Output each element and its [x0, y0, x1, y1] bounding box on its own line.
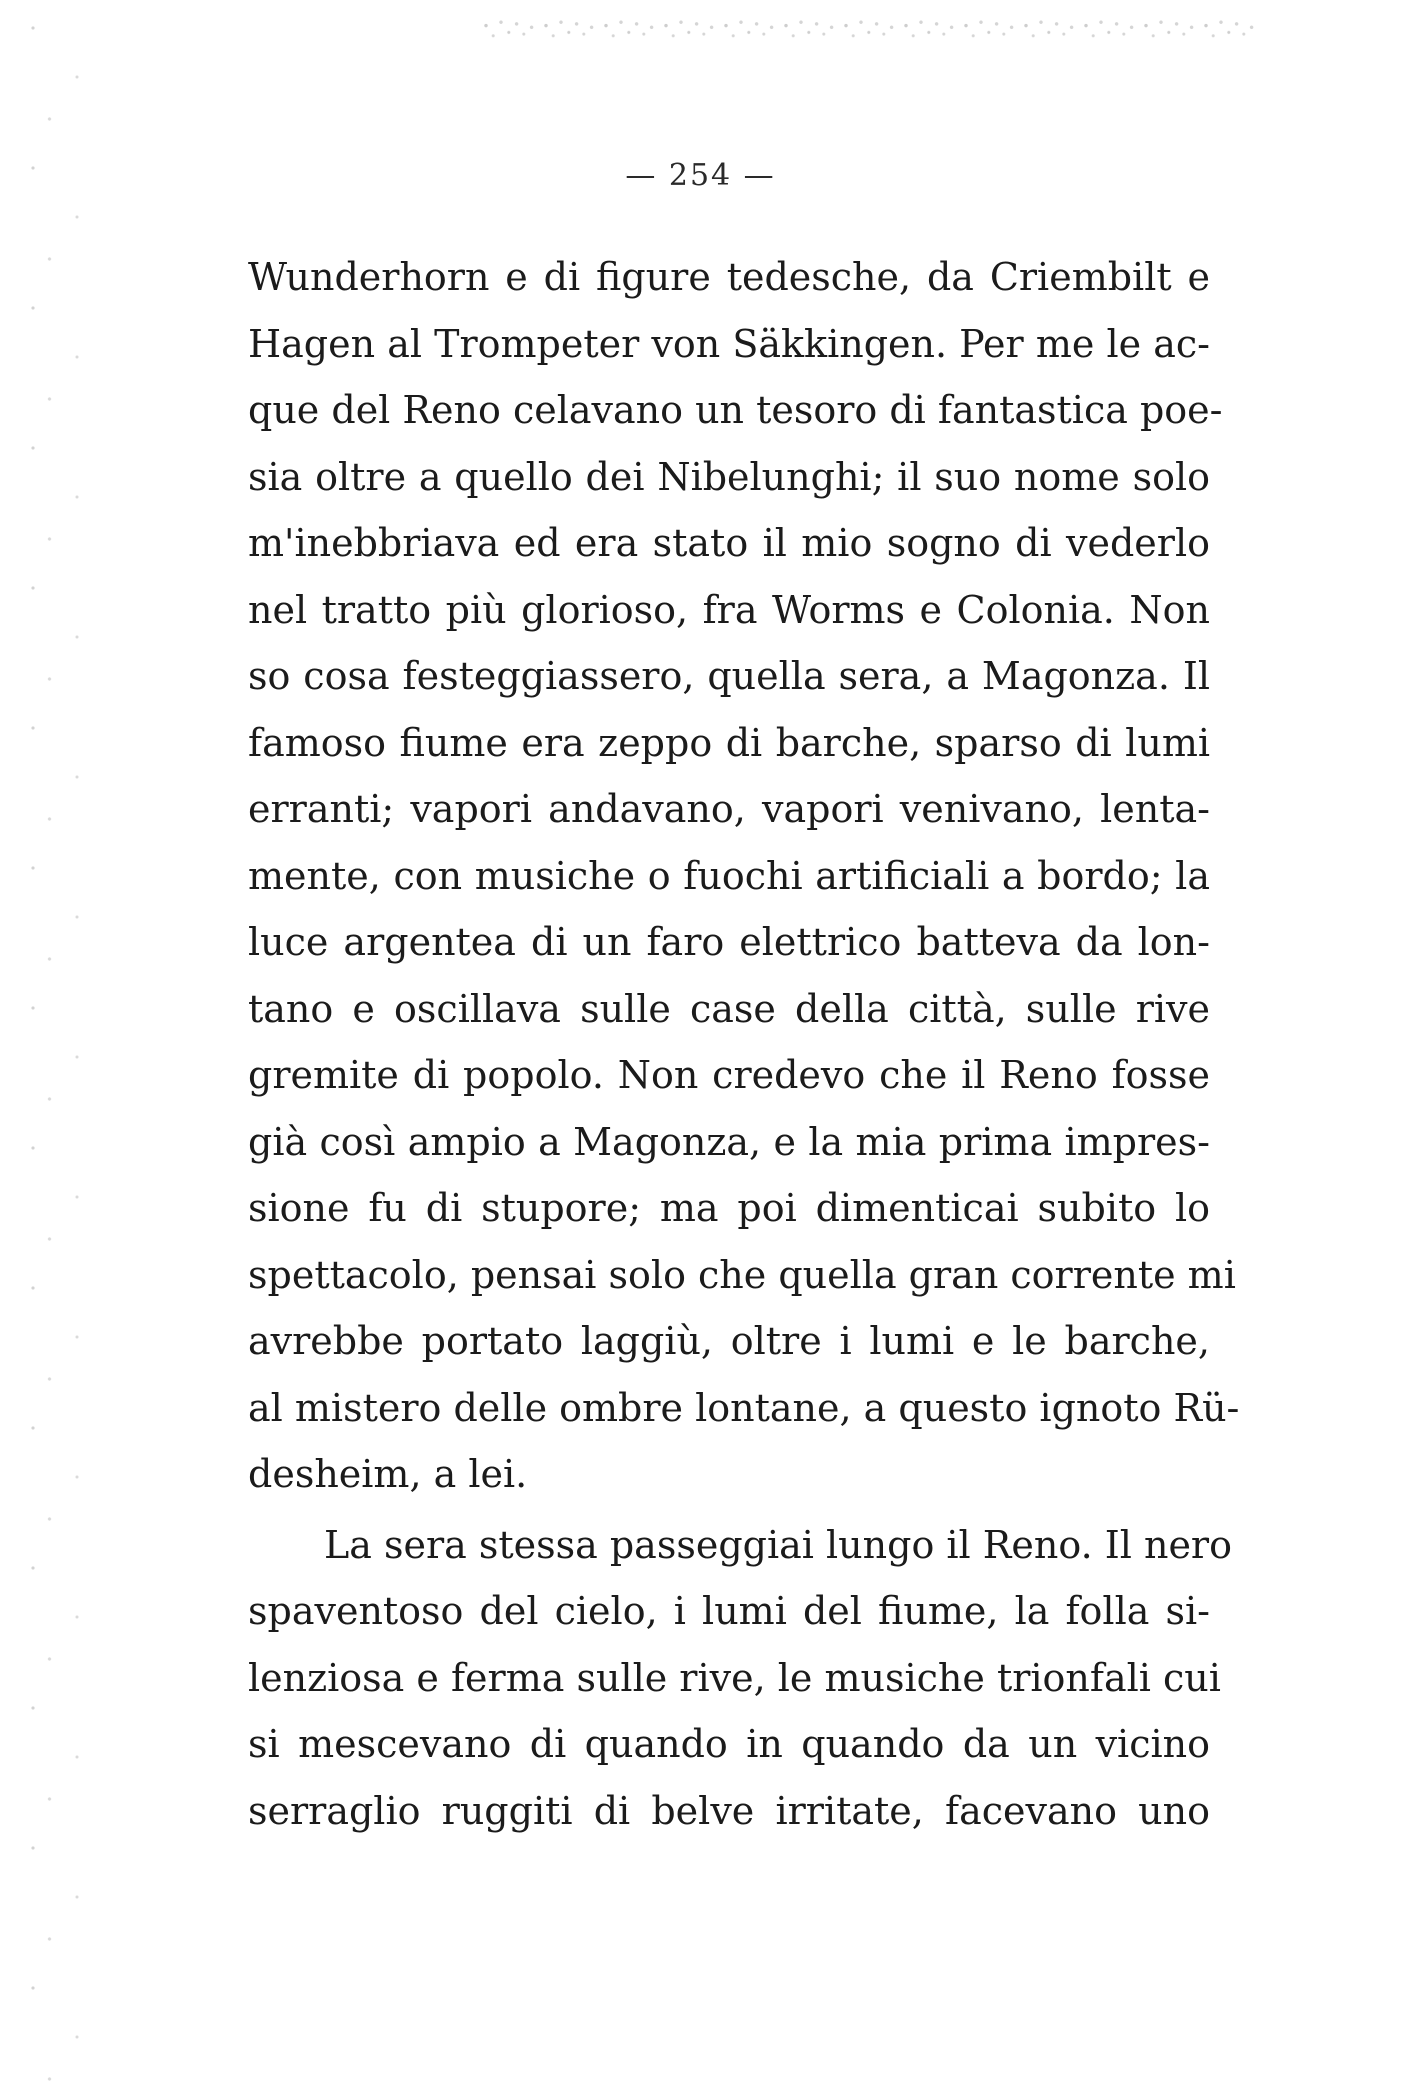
text-line: famoso fiume era zeppo di barche, sparso di lumi [248, 720, 1210, 765]
text-line: La sera stessa passeggiai lungo il Reno. Il nero [324, 1522, 1232, 1567]
text-line: m'inebbriava ed era stato il mio sogno di vederlo [248, 521, 1210, 565]
text-line: già così ampio a Magonza, e la mia prima impres- [248, 1119, 1210, 1164]
text-line: avrebbe portato laggiù, oltre i lumi e le barche, [248, 1319, 1210, 1363]
body-text [248, 244, 1240, 1844]
text-line: tano e oscillava sulle case della città, sulle rive [248, 986, 1210, 1031]
text-line: luce argentea di un faro elettrico batteva da lon- [248, 920, 1210, 964]
text-line: desheim, a lei. [248, 1452, 528, 1496]
text-line: so cosa festeggiassero, quella sera, a Magonza. Il [248, 654, 1210, 698]
text-line: erranti; vapori andavano, vapori venivano, lenta- [248, 787, 1210, 831]
scan-noise-top [480, 12, 1260, 46]
text-line: que del Reno celavano un tesoro di fantastica poe- [248, 388, 1223, 432]
text-line: spettacolo, pensai solo che quella gran corrente mi [248, 1252, 1236, 1297]
text-line: sia oltre a quello dei Nibelunghi; il suo nome solo [248, 454, 1210, 499]
text-line: serraglio ruggiti di belve irritate, facevano uno [248, 1788, 1210, 1833]
text-line: Hagen al Trompeter von Säkkingen. Per me le ac- [248, 321, 1210, 366]
text-line: al mistero delle ombre lontane, a questo ignoto Rü- [248, 1385, 1240, 1430]
text-line: sione fu di stupore; ma poi dimenticai subito lo [248, 1186, 1210, 1230]
paragraph-1 [248, 244, 1240, 1508]
scan-noise-left-margin [0, 0, 110, 2084]
paragraph-2 [248, 1512, 1232, 1845]
page-number: — 254 — [625, 158, 776, 193]
text-line: spaventoso del cielo, i lumi del fiume, la folla si- [248, 1589, 1210, 1633]
text-line: lenziosa e ferma sulle rive, le musiche trionfali cui [248, 1655, 1221, 1700]
text-line: Wunderhorn e di figure tedesche, da Criembilt e [248, 255, 1210, 299]
text-line: si mescevano di quando in quando da un vicino [248, 1722, 1210, 1766]
text-line: gremite di popolo. Non credevo che il Reno fosse [248, 1053, 1210, 1097]
text-line: mente, con musiche o fuochi artificiali a bordo; la [248, 853, 1210, 898]
text-line: nel tratto più glorioso, fra Worms e Colonia. Non [248, 587, 1210, 632]
